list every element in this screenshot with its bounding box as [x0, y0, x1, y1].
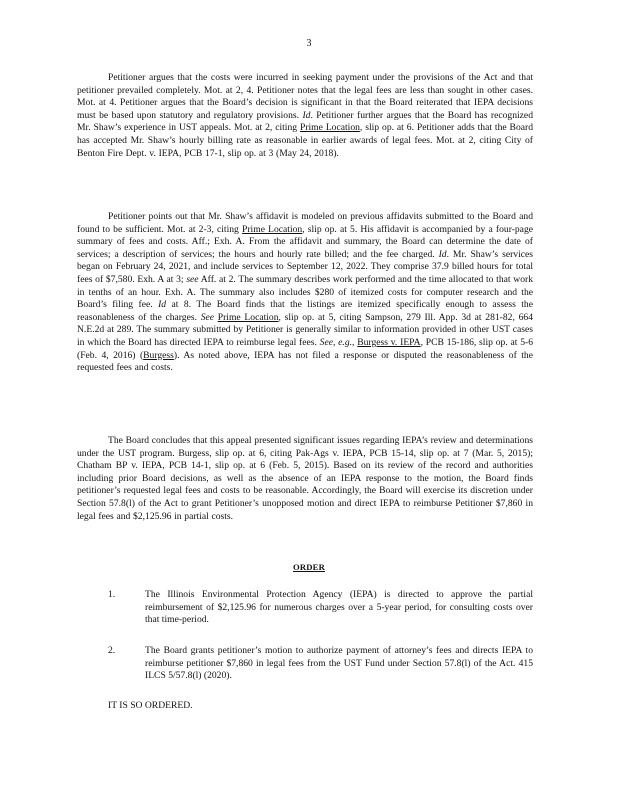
- case-citation: Burgess v. IEPA: [357, 336, 421, 348]
- paragraph-conclusion: The Board concludes that this appeal presented significant issues regarding IEPA’s review and determinations under the UST program. Burgess, slip op. at 6, citing Pak-Ags v. IEPA, PCB 15-14, slip op. at 7 (Mar. 5, 2015); Chatham BP v. IEPA, PCB 14-1, slip op. at 6 (Feb. 5, 2015). Based on its review of the record and authorities including prior Board decisions, as well as the absence of an IEPA response to the motion, the Board finds petitioner’s requested legal fees and costs to be reasonable. Accordingly, the Board will exercise its discretion under Section 57.8(l) of the Act to grant Petitioner’s unopposed motion and direct IEPA to reimburse Petitioner $7,860 in legal fees and $2,125.96 in partial costs.: [77, 435, 533, 522]
- order-item-number: 2.: [108, 645, 116, 656]
- closing-statement: IT IS SO ORDERED.: [108, 700, 193, 711]
- citation-signal: See: [200, 311, 215, 323]
- order-item-text: The Illinois Environmental Protection Agency (IEPA) is directed to approve the partial reimbursement of $2,125.96 for numerous charges over a 5-year period, for consulting costs over that time-period.: [145, 589, 533, 626]
- paragraph-affidavit: Petitioner points out that Mr. Shaw’s affidavit is modeled on previous affidavits submitted to the Board and found to be sufficient. Mot. at 2-3, citing Prime Location, slip op. at 5. His affidavit is accompanied by a four-page summary of fees and costs. Aff.; Exh. A. From the affidavit and summary, the Board can determine the date of services; a description of services; the hours and hourly rate billed; and the fee charged. Id. Mr. Shaw’s services began on February 24, 2021, and include services to September 12, 2022. They comprise 37.9 billed hours for total fees of $7,580. Exh. A at 3; see Aff. at 2. The summary describes work performed and the time allocated to that work in tenths of an hour. Exh. A. The summary also includes $280 of itemized costs for computer research and the Board’s filing fee. Id at 8. The Board finds that the listings are itemized specifically enough to assess the reasonableness of the charges. See Prime Location, slip op. at 5, citing Sampson, 279 Ill. App. 3d at 281-82, 664 N.E.2d at 289. The summary submitted by Petitioner is generally similar to information provided in other UST cases in which the Board has directed IEPA to reimburse legal fees. See, e.g., Burgess v. IEPA, PCB 15-186, slip op. at 5-6 (Feb. 4, 2016) (Burgess). As noted above, IEPA has not filed a response or disputed the reasonableness of the requested fees and costs.: [77, 211, 533, 374]
- case-citation: Prime Location: [217, 311, 279, 323]
- citation-signal: Id: [158, 299, 167, 311]
- citation-signal: Id: [438, 248, 447, 260]
- order-item-number: 1.: [108, 589, 116, 600]
- order-item-text: The Board grants petitioner’s motion to authorize payment of attorney’s fees and directs IEPA to reimburse petitioner $7,860 in legal fees from the UST Fund under Section 57.8(l) of the Act. 415 ILCS 5/57.8(l) (2020).: [145, 645, 533, 682]
- page-number: 3: [306, 38, 312, 49]
- order-heading: [0, 561, 618, 574]
- citation-signal: Id: [302, 109, 311, 121]
- case-citation: Prime Location: [299, 122, 360, 134]
- citation-signal: see: [186, 273, 199, 285]
- case-citation: Burgess: [143, 349, 174, 361]
- case-citation: Prime Location: [242, 223, 303, 235]
- order-heading-text: ORDER: [292, 562, 326, 572]
- paragraph-fees-argument: Petitioner argues that the costs were incurred in seeking payment under the provisions of the Act and that petitioner prevailed completely. Mot. at 2, 4. Petitioner notes that the legal fees are less than sought in other cases. Mot. at 4. Petitioner argues that the Board’s decision is significant in that the Board reiterated that IEPA decisions must be based upon statutory and regulatory provisions. Id. Petitioner further argues that the Board has recognized Mr. Shaw’s experience in UST appeals. Mot. at 2, citing Prime Location, slip op. at 6. Petitioner adds that the Board has accepted Mr. Shaw’s hourly billing rate as reasonable in earlier awards of legal fees. Mot. at 2, citing City of Benton Fire Dept. v. IEPA, PCB 17-1, slip op. at 3 (May 24, 2018).: [77, 72, 533, 159]
- citation-signal: See, e.g.: [319, 336, 353, 348]
